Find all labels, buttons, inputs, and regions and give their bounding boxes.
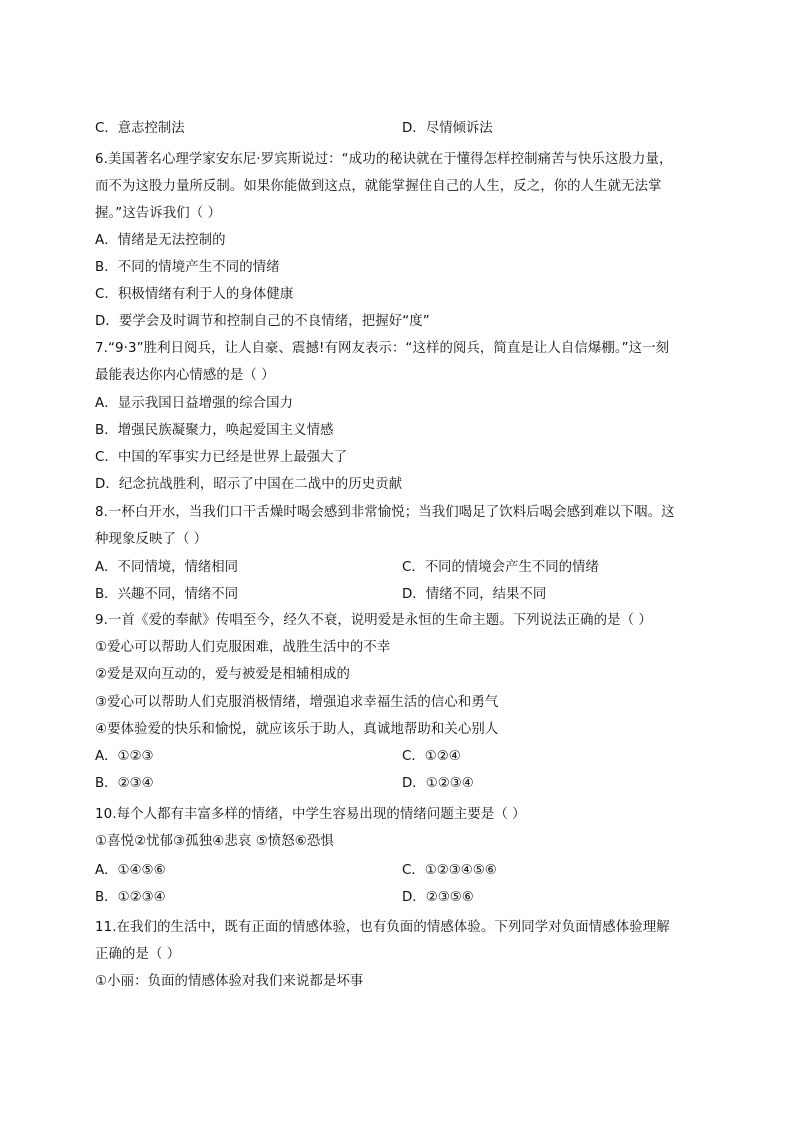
q9-option-d: D．①②③④ <box>402 776 474 791</box>
q8-option-b: B．兴趣不同，情绪不同 <box>95 587 239 602</box>
q9-option-a: A．①②③ <box>95 749 154 764</box>
q9-item-2: ②爱是双向互动的，爱与被爱是相辅相成的 <box>95 667 350 682</box>
q6-stem-line-3: 握。”这告诉我们（ ） <box>95 206 222 221</box>
q5-option-d: D．尽情倾诉法 <box>402 121 493 136</box>
q7-option-a: A．显示我国日益增强的综合国力 <box>95 396 294 411</box>
q6-stem-line-2: 而不为这股力量所反制。如果你能做到这点，就能掌握住自己的人生，反之，你的人生就无法掌 <box>95 179 662 194</box>
q8-option-d: D．情绪不同，结果不同 <box>402 587 547 602</box>
q8-option-a: A．不同情境，情绪相同 <box>95 560 239 575</box>
q6-stem-line-1: 6.美国著名心理学家安东尼·罗宾斯说过：“成功的秘诀就在于懂得怎样控制痛苦与快乐这股力量， <box>95 152 673 167</box>
q7-option-b: B．增强民族凝聚力，唤起爱国主义情感 <box>95 423 334 438</box>
q11-stem-line-1: 11.在我们的生活中，既有正面的情感体验，也有负面的情感体验。下列同学对负面情感体验理解 <box>95 920 670 935</box>
q8-stem-line-2: 种现象反映了（ ） <box>95 532 208 547</box>
q6-option-b: B．不同的情境产生不同的情绪 <box>95 260 280 275</box>
q6-option-a: A．情绪是无法控制的 <box>95 233 226 248</box>
q7-stem-line-1: 7.“9·3”胜利日阅兵，让人自豪、震撼!有网友表示：“这样的阅兵，简直是让人自信爆棚。”这一刻 <box>95 341 670 356</box>
q11-stem-line-2: 正确的是（ ） <box>95 947 181 962</box>
q9-item-3: ③爱心可以帮助人们克服消极情绪，增强追求幸福生活的信心和勇气 <box>95 695 499 710</box>
q6-option-c: C．积极情绪有利于人的身体健康 <box>95 287 294 302</box>
q11-item-1: ①小丽：负面的情感体验对我们来说都是坏事 <box>95 974 364 989</box>
q10-option-d: D．②③⑤⑥ <box>402 890 474 905</box>
q5-option-c: C．意志控制法 <box>95 121 185 136</box>
q10-option-c: C．①②③④⑤⑥ <box>402 863 497 878</box>
q8-option-c: C．不同的情境会产生不同的情绪 <box>402 560 599 575</box>
q10-option-b: B．①②③④ <box>95 890 166 905</box>
q10-items: ①喜悦②忧郁③孤独④悲哀 ⑤愤怒⑥恐惧 <box>95 834 334 849</box>
q8-stem-line-1: 8.一杯白开水，当我们口干舌燥时喝会感到非常愉悦；当我们喝足了饮料后喝会感到难以下咽。这 <box>95 505 675 520</box>
q9-item-4: ④要体验爱的快乐和愉悦，就应该乐于助人，真诚地帮助和关心别人 <box>95 722 499 737</box>
q9-item-1: ①爱心可以帮助人们克服困难，战胜生活中的不幸 <box>95 640 391 655</box>
q10-stem: 10.每个人都有丰富多样的情绪，中学生容易出现的情绪问题主要是（ ） <box>95 807 526 822</box>
q7-option-c: C．中国的军事实力已经是世界上最强大了 <box>95 450 348 465</box>
q9-option-b: B．②③④ <box>95 776 154 791</box>
q9-stem: 9.一首《爱的奉献》传唱至今，经久不衰，说明爱是永恒的生命主题。下列说法正确的是（ ） <box>95 613 652 628</box>
q10-option-a: A．①④⑤⑥ <box>95 863 166 878</box>
q6-option-d: D．要学会及时调节和控制自己的不良情绪，把握好“度” <box>95 314 430 329</box>
q7-option-d: D．纪念抗战胜利，昭示了中国在二战中的历史贡献 <box>95 477 403 492</box>
q7-stem-line-2: 最能表达你内心情感的是（ ） <box>95 368 275 383</box>
q9-option-c: C．①②④ <box>402 749 461 764</box>
